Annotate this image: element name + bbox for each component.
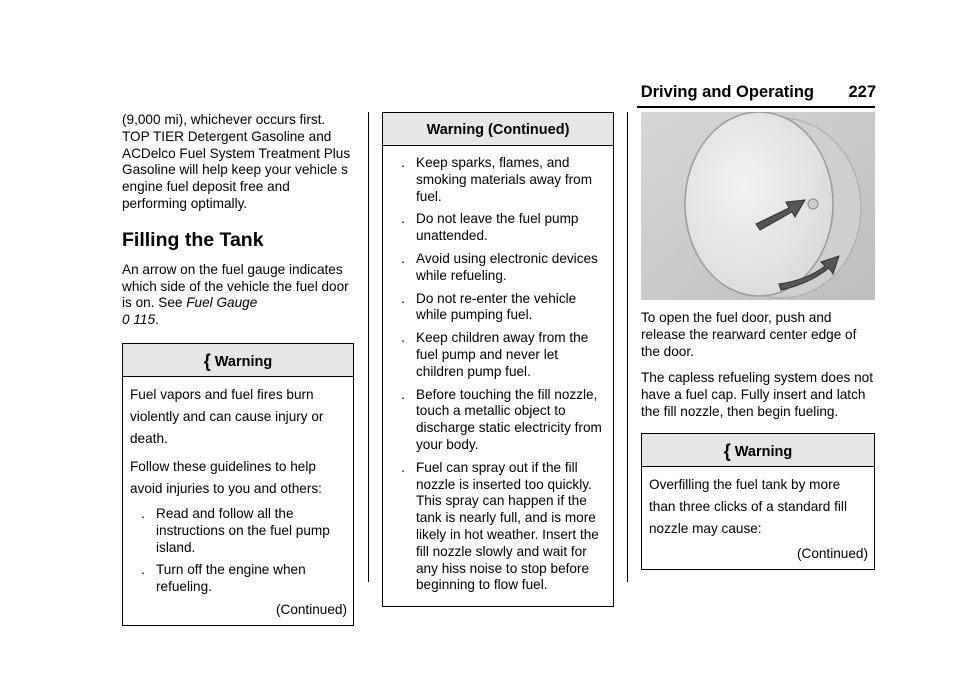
list-item-text: Read and follow all the instructions on the fuel pump island. — [156, 505, 330, 555]
warning-box-continued — [382, 112, 614, 607]
warning-header — [642, 434, 874, 467]
open-door-paragraph: To open the fuel door, push and release the rearward center edge of the door. — [641, 310, 857, 359]
warning-title: Warning — [214, 353, 273, 370]
warning-body — [383, 146, 613, 606]
bullet: . — [401, 155, 405, 170]
fuel-gauge-link[interactable]: Fuel Gauge — [186, 295, 258, 311]
list-item — [390, 291, 607, 325]
list-item-text: Keep sparks, flames, and smoking materials away from fuel. — [416, 155, 593, 204]
warning-body — [123, 377, 353, 625]
fuel-door-illustration — [641, 112, 875, 300]
intro-paragraph: (9,000 mi), whichever occurs first. TOP TIER Detergent Gasoline and ACDelco Fuel System Treatment Plus Gasoline will help keep your vehicle s engine fuel deposit free and performing optimally. — [122, 112, 351, 211]
warning-title: Warning — [734, 443, 793, 460]
list-item-text: Do not re-enter the vehicle while pumping fuel. — [416, 290, 577, 323]
warning-text: Follow these guidelines to help avoid injuries to you and others: — [130, 458, 322, 496]
list-item — [390, 211, 607, 245]
bullet: . — [401, 290, 405, 306]
continued-label: (Continued) — [796, 545, 868, 561]
continued-label: (Continued) — [275, 601, 347, 617]
header-rule — [637, 106, 875, 108]
column-1 — [122, 112, 354, 626]
list-item-text: Avoid using electronic devices while refueling. — [416, 250, 598, 283]
bullet: . — [141, 562, 145, 578]
capless-paragraph: The capless refueling system does not have a fuel cap. Fully insert and latch the fill nozzle, then begin fueling. — [641, 370, 873, 419]
section-title: Driving and Operating — [640, 83, 814, 101]
section-heading: Filling the Tank — [122, 228, 264, 251]
paragraph-text: An arrow on the fuel gauge indicates which side of the vehicle the fuel door is on. See — [122, 261, 349, 311]
list-item-text: Keep children away from the fuel pump and never let children pump fuel. — [416, 330, 589, 379]
warning-body — [642, 467, 874, 569]
warning-box — [641, 433, 875, 570]
warning-text: Overfilling the fuel tank by more than three clicks of a standard fill nozzle may cause: — [649, 476, 847, 536]
list-item — [390, 330, 607, 380]
list-item — [390, 460, 607, 594]
list-item — [390, 387, 607, 454]
warning-header — [123, 344, 353, 377]
warning-icon: { — [723, 440, 731, 461]
list-item-text: Turn off the engine when refueling. — [156, 562, 306, 595]
list-item-text: Fuel can spray out if the fill nozzle is inserted too quickly. This spray can happen if the tank is nearly full, and is more likely in hot weather. Insert the fill nozzle slowly and wait for any hiss noise to stop before beginning to flow fuel. — [416, 459, 599, 593]
column-divider — [368, 112, 369, 582]
bullet: . — [401, 211, 405, 227]
warning-icon: { — [203, 350, 211, 371]
column-divider — [627, 112, 628, 582]
column-2 — [382, 112, 614, 607]
list-item — [130, 562, 347, 596]
warning-box — [122, 343, 354, 626]
warning-text: Fuel vapors and fuel fires burn violently and can cause injury or death. — [130, 386, 324, 446]
warning-header: Warning (Continued) — [383, 113, 613, 146]
list-item-text: Before touching the fill nozzle, touch a metallic object to discharge static electricity from your body. — [416, 386, 602, 452]
list-item — [390, 251, 607, 285]
list-item — [130, 506, 347, 556]
bullet: . — [141, 505, 145, 521]
column-3 — [641, 112, 875, 570]
bullet: . — [401, 330, 405, 346]
list-item-text: Do not leave the fuel pump unattended. — [416, 211, 579, 244]
page-header — [0, 83, 876, 107]
paragraph-end: . — [155, 312, 159, 328]
page-number: 227 — [848, 83, 876, 101]
page-reference[interactable]: 0 115 — [122, 312, 156, 328]
bullet: . — [401, 459, 405, 475]
bullet: . — [401, 386, 405, 402]
fuel-gauge-paragraph — [122, 262, 354, 329]
list-item — [390, 155, 607, 205]
bullet: . — [401, 250, 405, 266]
